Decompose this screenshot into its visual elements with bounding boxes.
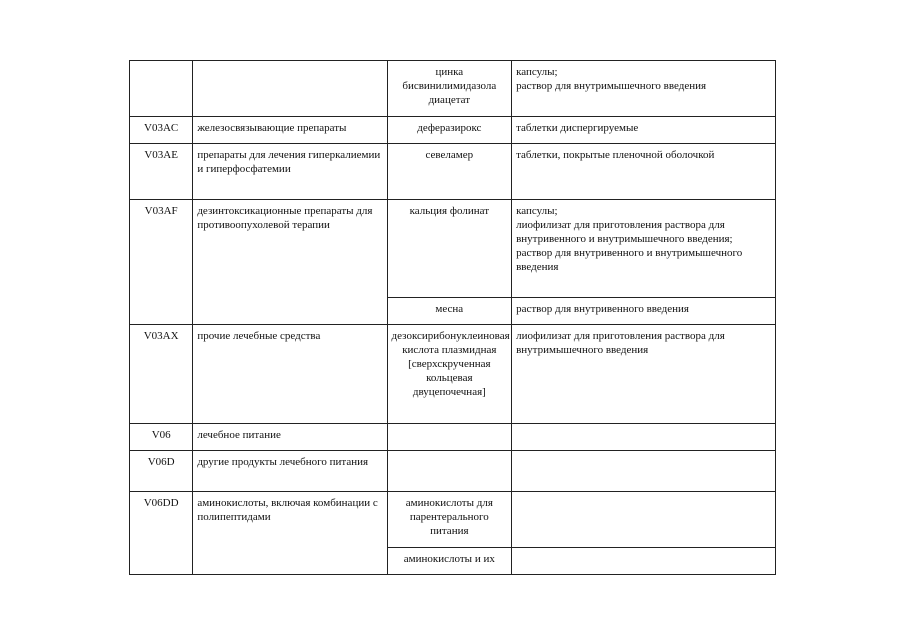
drug-name-cell: деферазирокс (387, 117, 512, 144)
dosage-form-cell (512, 492, 776, 548)
atc-code-cell (130, 61, 193, 117)
group-cell (193, 61, 387, 117)
dosage-form-cell: раствор для внутривенного введения (512, 298, 776, 325)
table-row (130, 200, 776, 298)
atc-code-cell: V03AE (130, 144, 193, 200)
table-row (130, 144, 776, 200)
drug-name-cell: аминокислоты для парентерального питания (387, 492, 512, 548)
atc-code-cell: V06DD (130, 492, 193, 575)
dosage-form-cell: капсулы; раствор для внутримышечного введения (512, 61, 776, 117)
dosage-form-cell: таблетки диспергируемые (512, 117, 776, 144)
atc-code-cell: V03AX (130, 325, 193, 424)
table-row (130, 492, 776, 548)
drug-name-cell: дезоксирибонуклеиновая кислота плазмидная [сверхскрученная кольцевая двуцепочечная] (387, 325, 512, 424)
group-cell: железосвязывающие препараты (193, 117, 387, 144)
atc-code-cell: V03AC (130, 117, 193, 144)
atc-code-cell: V03AF (130, 200, 193, 325)
drug-name-cell: севеламер (387, 144, 512, 200)
group-cell: аминокислоты, включая комбинации с полипептидами (193, 492, 387, 575)
dosage-form-cell (512, 424, 776, 451)
table-row (130, 451, 776, 492)
dosage-form-cell: таблетки, покрытые пленочной оболочкой (512, 144, 776, 200)
drug-name-cell: кальция фолинат (387, 200, 512, 298)
drug-name-cell: месна (387, 298, 512, 325)
dosage-form-cell: лиофилизат для приготовления раствора для внутримышечного введения (512, 325, 776, 424)
drug-table (129, 60, 776, 575)
table-row (130, 117, 776, 144)
drug-name-cell: цинка бисвинилимидазола диацетат (387, 61, 512, 117)
atc-code-cell: V06 (130, 424, 193, 451)
table-row (130, 61, 776, 117)
table-row (130, 424, 776, 451)
drug-name-cell (387, 424, 512, 451)
group-cell: лечебное питание (193, 424, 387, 451)
group-cell: прочие лечебные средства (193, 325, 387, 424)
group-cell: препараты для лечения гиперкалиемии и гиперфосфатемии (193, 144, 387, 200)
dosage-form-cell (512, 451, 776, 492)
group-cell: другие продукты лечебного питания (193, 451, 387, 492)
dosage-form-cell (512, 548, 776, 575)
dosage-form-cell: капсулы; лиофилизат для приготовления раствора для внутривенного и внутримышечного введения; раствор для внутривенного и внутримышечного введения (512, 200, 776, 298)
table-row (130, 325, 776, 424)
group-cell: дезинтоксикационные препараты для противоопухолевой терапии (193, 200, 387, 325)
drug-name-cell: аминокислоты и их (387, 548, 512, 575)
atc-code-cell: V06D (130, 451, 193, 492)
drug-name-cell (387, 451, 512, 492)
